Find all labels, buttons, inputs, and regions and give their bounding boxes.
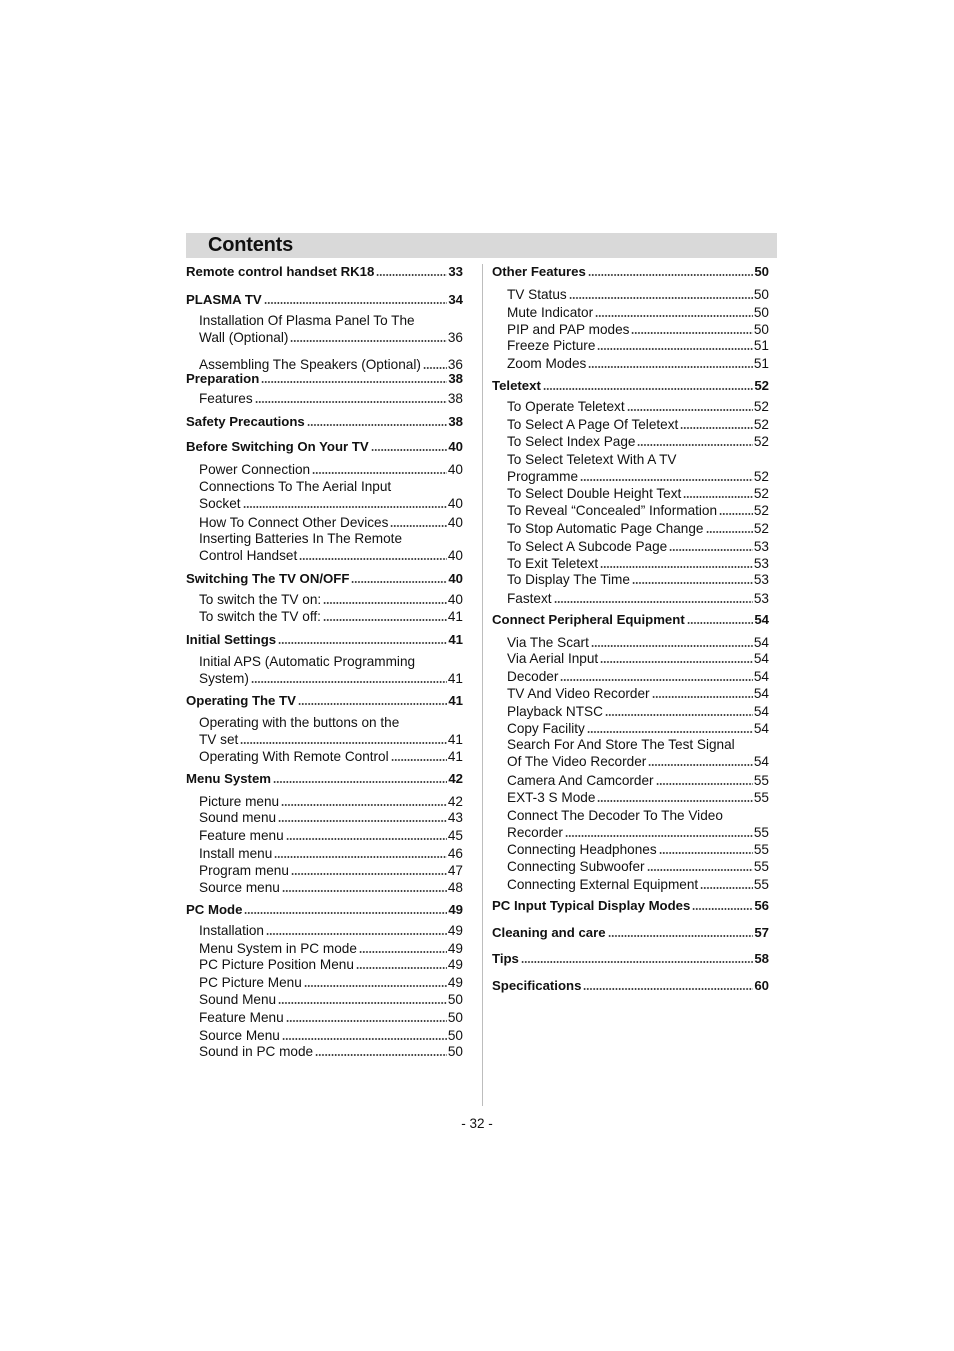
toc-subentry [507,304,769,321]
toc-subentry [507,807,769,841]
toc-entry-title: Connecting External Equipment [507,877,699,892]
dot-leader [323,602,447,604]
toc-entry-title: How To Connect Other Devices [199,515,389,530]
toc-section-entry [186,631,463,648]
dot-leader [543,388,753,390]
toc-subentry [507,571,769,588]
dot-leader [299,558,447,560]
dot-leader [700,887,753,889]
toc-subentry [199,974,463,991]
dot-leader [521,961,753,963]
toc-page-number: 40 [447,462,463,477]
toc-entry-title-line: Inserting Batteries In The Remote [199,531,403,546]
toc-entry-title: Connecting Subwoofer [507,859,645,874]
toc-page-number: 49 [448,902,463,917]
toc-section-entry [492,611,769,628]
toc-subentry [507,433,769,450]
toc-subentry [507,337,769,354]
dot-leader [278,820,447,822]
toc-entry-title: Operating With Remote Control [199,749,389,764]
toc-page-number: 55 [753,773,769,788]
toc-page-number: 54 [753,651,769,666]
toc-entry-title: Features [199,391,253,406]
toc-entry-title: Operating The TV [186,693,296,708]
toc-subentry [199,591,463,608]
toc-page-number: 53 [753,556,769,571]
toc-page-number: 41 [447,609,463,624]
dot-leader [631,332,752,334]
toc-entry-title: Initial Settings [186,632,277,647]
toc-subentry [507,286,769,303]
toc-page-number: 55 [753,877,769,892]
toc-entry-title: To Select A Subcode Page [507,539,668,554]
dot-leader [286,1020,447,1022]
dot-leader [244,912,447,914]
toc-page-number: 41 [447,749,463,764]
toc-entry-title: Source menu [199,880,280,895]
dot-leader [315,1054,447,1056]
toc-subentry [199,608,463,625]
toc-entry-title-line: To Select Teletext With A TV [507,452,677,467]
dot-leader [637,444,752,446]
dot-leader [588,274,754,276]
dot-leader [278,642,447,644]
toc-entry-title: To Display The Time [507,572,630,587]
toc-section-entry [186,291,463,308]
toc-page-number: 40 [447,592,463,607]
toc-section-entry [492,950,769,967]
dot-leader [554,601,753,603]
toc-page-number: 33 [448,264,463,279]
toc-page-number: 47 [447,863,463,878]
toc-entry-title: Assembling The Speakers (Optional) [199,357,421,372]
toc-subentry [199,827,463,844]
page-title: Contents [208,234,294,256]
toc-page-number: 36 [447,330,463,345]
toc-subentry [507,720,769,737]
toc-entry-title: Connecting Headphones [507,842,657,857]
toc-section-entry [186,570,463,587]
toc-entry-title: TV And Video Recorder [507,686,650,701]
toc-page-number: 52 [753,434,769,449]
toc-page-number: 52 [753,521,769,536]
dot-leader [608,935,754,937]
toc-page-number: 50 [753,305,769,320]
toc-entry-title: Picture menu [199,794,280,809]
toc-subentry [507,355,769,372]
toc-page-number: 54 [753,686,769,701]
toc-entry-title: Cleaning and care [492,925,606,940]
dot-leader [605,714,753,716]
toc-subentry [507,555,769,572]
toc-entry-title: Install menu [199,846,273,861]
dot-leader [390,525,446,527]
toc-page-number: 54 [754,612,769,627]
toc-entry-title: TV set [199,732,239,747]
toc-subentry [507,703,769,720]
toc-entry-title: PLASMA TV [186,292,262,307]
toc-page-number: 38 [447,391,463,406]
dot-leader [371,449,448,451]
dot-leader [291,873,447,875]
toc-entry-title: Before Switching On Your TV [186,439,369,454]
dot-leader [627,409,753,411]
toc-entry-title: To Stop Automatic Page Change [507,521,704,536]
toc-entry-title-line: Search For And Store The Test Signal [507,737,735,752]
toc-subentry [507,502,769,519]
toc-entry-title: To Select A Page Of Teletext [507,417,679,432]
toc-page-number: 52 [753,486,769,501]
dot-leader [719,513,753,515]
toc-subentry [199,478,463,512]
toc-section-entry [492,897,769,914]
toc-page-number: 52 [753,469,769,484]
toc-page-number: 55 [753,859,769,874]
toc-subentry [199,312,463,346]
dot-leader [706,531,753,533]
toc-entry-title: PC Mode [186,902,243,917]
toc-page-number: 46 [447,846,463,861]
toc-page-number: 50 [447,1010,463,1025]
dot-leader [591,645,753,647]
toc-entry-title: Fastext [507,591,552,606]
toc-page-number: 55 [753,842,769,857]
toc-subentry [199,809,463,826]
dot-leader [692,908,753,910]
toc-page-number: 50 [447,1028,463,1043]
toc-entry-title: PIP and PAP modes [507,322,630,337]
toc-page-number: 60 [754,978,769,993]
toc-subentry [507,416,769,433]
toc-entry-title: TV Status [507,287,567,302]
toc-subentry [199,1043,463,1060]
dot-leader [304,985,447,987]
toc-subentry [507,772,769,789]
dot-leader [683,496,753,498]
dot-leader [273,781,447,783]
toc-section-entry [492,377,769,394]
toc-entry-title: Freeze Picture [507,338,596,353]
toc-entry-title: Tips [492,951,519,966]
dot-leader [240,742,447,744]
toc-page-number: 53 [753,591,769,606]
toc-entry-title: Menu System [186,771,272,786]
toc-subentry [507,520,769,537]
toc-page-number: 40 [447,496,463,511]
dot-leader [587,731,753,733]
toc-page-number: 34 [448,292,463,307]
toc-subentry [199,530,463,564]
toc-entry-title: Safety Precautions [186,414,305,429]
toc-page-number: 49 [447,941,463,956]
toc-entry-title: Other Features [492,264,586,279]
toc-page-number: 42 [447,794,463,809]
toc-subentry [199,748,463,765]
toc-entry-title: Via The Scart [507,635,589,650]
toc-entry-title: Program menu [199,863,289,878]
toc-subentry [199,956,463,973]
dot-leader [286,838,447,840]
toc-page-number: 54 [753,704,769,719]
toc-section-entry [186,438,463,455]
toc-page-number: 50 [447,1044,463,1059]
toc-page-number: 52 [753,399,769,414]
toc-page-number: 54 [753,669,769,684]
dot-leader [423,367,447,369]
toc-page-number: 38 [448,414,463,429]
toc-subentry [199,862,463,879]
toc-page-number: 54 [753,754,769,769]
toc-page-number: 50 [753,287,769,302]
dot-leader [565,835,753,837]
toc-entry-title: Teletext [492,378,541,393]
toc-page-number: 41 [448,693,463,708]
dot-leader [588,366,753,368]
dot-leader [312,472,447,474]
toc-page-number: 50 [447,992,463,1007]
toc-subentry [507,736,769,770]
dot-leader [278,1002,447,1004]
dot-leader [323,619,447,621]
toc-subentry [507,841,769,858]
toc-entry-title: Source Menu [199,1028,280,1043]
toc-subentry [199,845,463,862]
toc-page-number: 50 [754,264,769,279]
dot-leader [680,427,753,429]
toc-entry-title: To Select Index Page [507,434,636,449]
dot-leader [298,703,447,705]
toc-page-number: 40 [448,439,463,454]
toc-page-number: 36 [447,357,463,372]
toc-subentry [199,390,463,407]
dot-leader [281,804,447,806]
toc-section-entry [186,263,463,280]
toc-subentry [199,940,463,957]
dot-leader [595,315,753,317]
dot-leader [656,783,753,785]
toc-subentry [507,538,769,555]
toc-page-number: 41 [447,732,463,747]
toc-section-entry [186,901,463,918]
toc-entry-title: Control Handset [199,548,298,563]
toc-subentry [199,879,463,896]
toc-entry-title: Sound Menu [199,992,277,1007]
toc-page-number: 54 [753,721,769,736]
toc-section-entry [492,263,769,280]
dot-leader [597,800,752,802]
toc-entry-title: Power Connection [199,462,311,477]
dot-leader [391,759,447,761]
dot-leader [580,479,753,481]
dot-leader [597,348,752,350]
toc-page-number: 45 [447,828,463,843]
toc-page-number: 49 [447,957,463,972]
toc-page-number: 51 [753,338,769,353]
toc-page-number: 53 [753,572,769,587]
toc-entry-title: Menu System in PC mode [199,941,357,956]
dot-leader [647,869,753,871]
toc-entry-title: System) [199,671,249,686]
toc-page-number: 41 [448,632,463,647]
toc-page-number: 43 [447,810,463,825]
toc-section-entry [186,370,463,387]
column-divider [482,264,483,1106]
toc-entry-title: Playback NTSC [507,704,603,719]
dot-leader [652,696,753,698]
toc-page-number: 58 [754,951,769,966]
toc-subentry [199,653,463,687]
dot-leader [351,581,447,583]
toc-entry-title: Programme [507,469,579,484]
toc-page-number: 54 [753,635,769,650]
page-number: - 32 - [461,1116,493,1131]
toc-entry-title: Switching The TV ON/OFF [186,571,350,586]
dot-leader [290,340,446,342]
toc-subentry [507,451,769,485]
toc-page-number: 57 [754,925,769,940]
toc-entry-title: EXT-3 S Mode [507,790,596,805]
toc-page-number: 55 [753,790,769,805]
toc-section-entry [492,924,769,941]
dot-leader [583,988,753,990]
dot-leader [282,1038,447,1040]
dot-leader [264,302,448,304]
dot-leader [632,582,753,584]
toc-subentry [507,321,769,338]
toc-entry-title: To switch the TV off: [199,609,321,624]
toc-entry-title: Remote control handset RK18 [186,264,375,279]
toc-entry-title: To Reveal “Concealed” Information [507,503,718,518]
toc-entry-title: Of The Video Recorder [507,754,647,769]
dot-leader [687,622,754,624]
dot-leader [307,424,448,426]
toc-entry-title: Wall (Optional) [199,330,289,345]
toc-page-number: 52 [753,417,769,432]
toc-entry-title: Feature menu [199,828,284,843]
toc-page-number: 50 [753,322,769,337]
toc-entry-title-line: Connect The Decoder To The Video [507,808,723,823]
toc-entry-title: Recorder [507,825,563,840]
dot-leader [255,401,447,403]
dot-leader [266,933,447,935]
toc-page-number: 53 [753,539,769,554]
toc-subentry [507,685,769,702]
toc-entry-title: Copy Facility [507,721,585,736]
toc-entry-title: PC Input Typical Display Modes [492,898,691,913]
toc-entry-title-line: Connections To The Aerial Input [199,479,392,494]
toc-entry-title: Socket [199,496,241,511]
toc-subentry [199,793,463,810]
dot-leader [569,297,753,299]
toc-page-number: 40 [447,548,463,563]
toc-entry-title-line: Initial APS (Automatic Programming [199,654,416,669]
toc-page-number: 40 [447,515,463,530]
toc-entry-title: Via Aerial Input [507,651,599,666]
dot-leader [600,661,753,663]
toc-subentry [507,650,769,667]
toc-entry-title: To Exit Teletext [507,556,599,571]
toc-subentry [507,634,769,651]
toc-entry-title: Preparation [186,371,260,386]
toc-page-number: 52 [754,378,769,393]
toc-page-number: 51 [753,356,769,371]
toc-page-number: 38 [448,371,463,386]
toc-entry-title: PC Picture Menu [199,975,302,990]
toc-entry-title: Mute Indicator [507,305,594,320]
dot-leader [274,856,447,858]
toc-entry-title: Camera And Camcorder [507,773,654,788]
toc-section-entry [492,977,769,994]
toc-entry-title: Sound menu [199,810,277,825]
toc-subentry [199,514,463,531]
toc-subentry [507,789,769,806]
toc-subentry [199,1009,463,1026]
toc-entry-title-line: Operating with the buttons on the [199,715,400,730]
dot-leader [648,764,753,766]
toc-entry-title: Decoder [507,669,559,684]
toc-section-entry [186,413,463,430]
toc-entry-title: PC Picture Position Menu [199,957,354,972]
toc-subentry [507,485,769,502]
dot-leader [261,381,447,383]
toc-page-number: 49 [447,923,463,938]
toc-entry-title: Feature Menu [199,1010,284,1025]
toc-section-entry [186,692,463,709]
dot-leader [251,681,447,683]
dot-leader [243,506,447,508]
toc-subentry [199,714,463,748]
dot-leader [669,549,753,551]
toc-subentry [507,876,769,893]
toc-entry-title: To Select Double Height Text [507,486,682,501]
toc-subentry [199,461,463,478]
toc-page-number: 49 [447,975,463,990]
toc-entry-title: To Operate Teletext [507,399,625,414]
dot-leader [560,679,752,681]
toc-subentry [507,590,769,607]
toc-page-number: 42 [448,771,463,786]
toc-page-number: 55 [753,825,769,840]
dot-leader [376,274,447,276]
toc-subentry [199,1027,463,1044]
toc-page-number: 40 [448,571,463,586]
toc-entry-title: Zoom Modes [507,356,587,371]
toc-page-number: 48 [447,880,463,895]
toc-subentry [507,398,769,415]
dot-leader [356,967,447,969]
toc-page-number: 41 [447,671,463,686]
toc-entry-title: Connect Peripheral Equipment [492,612,685,627]
toc-subentry [507,668,769,685]
toc-entry-title: To switch the TV on: [199,592,322,607]
dot-leader [659,852,753,854]
toc-subentry [507,858,769,875]
toc-entry-title: Specifications [492,978,582,993]
contents-header-bar [186,233,777,258]
dot-leader [359,951,447,953]
toc-subentry [199,991,463,1008]
dot-leader [282,890,447,892]
toc-entry-title: Installation [199,923,264,938]
toc-page-number: 52 [753,503,769,518]
toc-page-number: 56 [754,898,769,913]
toc-entry-title: Sound in PC mode [199,1044,314,1059]
dot-leader [600,566,753,568]
toc-entry-title-line: Installation Of Plasma Panel To The [199,313,415,328]
toc-subentry [199,922,463,939]
toc-section-entry [186,770,463,787]
